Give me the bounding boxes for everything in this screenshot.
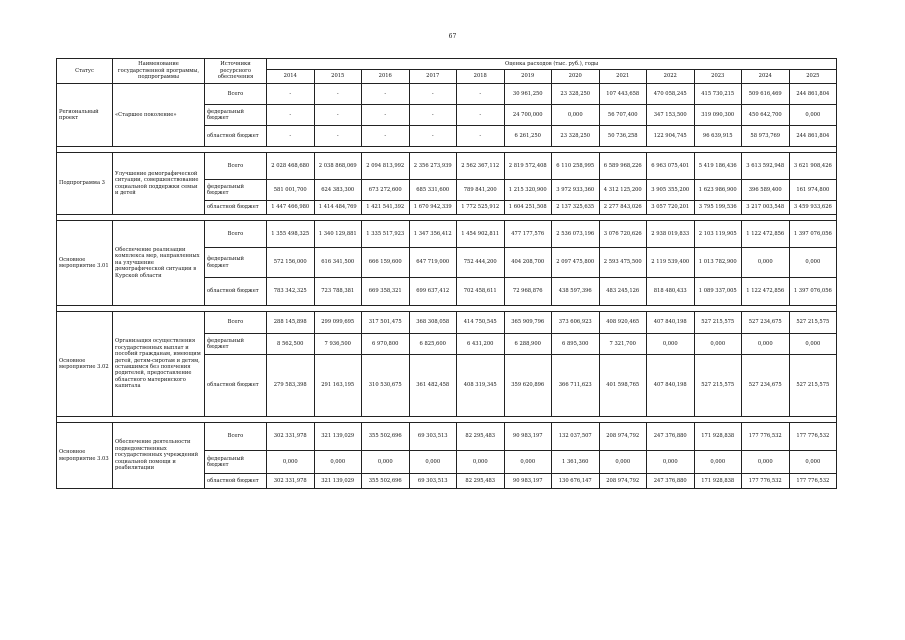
value-cell: 317 501,475 <box>362 312 410 334</box>
value-cell: 527 215,575 <box>789 312 837 334</box>
value-cell: 321 139,029 <box>314 423 362 451</box>
source-cell: федеральный бюджет <box>205 180 267 201</box>
value-cell: 30 961,250 <box>504 84 552 105</box>
value-cell: 69 303,513 <box>409 474 457 489</box>
value-cell: 0,000 <box>457 451 505 474</box>
header-estimate-title: Оценка расходов (тыс. руб.), годы <box>267 59 837 70</box>
value-cell: 1 215 320,900 <box>504 180 552 201</box>
value-cell: 0,000 <box>409 451 457 474</box>
value-cell: 72 968,876 <box>504 278 552 306</box>
value-cell: 527 215,575 <box>694 355 742 417</box>
value-cell: 82 295,483 <box>457 423 505 451</box>
value-cell: 7 936,500 <box>314 334 362 355</box>
source-cell: Всего <box>205 423 267 451</box>
value-cell: 616 341,500 <box>314 248 362 278</box>
value-cell: 3 621 908,426 <box>789 153 837 180</box>
value-cell: 1 089 337,005 <box>694 278 742 306</box>
value-cell: 56 707,400 <box>599 105 647 126</box>
program-name-cell: Улучшение демографической ситуации, совершенствование социальной поддержки семьи и детей <box>113 153 205 215</box>
value-cell: 0,000 <box>647 451 695 474</box>
source-cell: Всего <box>205 221 267 248</box>
value-cell: 23 328,250 <box>552 84 600 105</box>
value-cell: 647 719,000 <box>409 248 457 278</box>
value-cell: 244 861,804 <box>789 84 837 105</box>
value-cell: 6 589 968,226 <box>599 153 647 180</box>
value-cell: 6 963 075,401 <box>647 153 695 180</box>
value-cell: 438 597,396 <box>552 278 600 306</box>
value-cell: 673 272,600 <box>362 180 410 201</box>
header-year: 2016 <box>362 70 410 84</box>
value-cell: 685 331,600 <box>409 180 457 201</box>
value-cell: 1 355 498,325 <box>267 221 315 248</box>
value-cell: 702 458,611 <box>457 278 505 306</box>
value-cell: 483 245,126 <box>599 278 647 306</box>
value-cell: 1 397 076,056 <box>789 278 837 306</box>
source-cell: областной бюджет <box>205 355 267 417</box>
value-cell: 6 895,300 <box>552 334 600 355</box>
value-cell: 302 331,978 <box>267 474 315 489</box>
source-cell: областной бюджет <box>205 201 267 215</box>
table-row <box>57 221 837 248</box>
source-cell: федеральный бюджет <box>205 334 267 355</box>
value-cell: 1 604 251,508 <box>504 201 552 215</box>
value-cell: 477 177,576 <box>504 221 552 248</box>
value-cell: 291 163,195 <box>314 355 362 417</box>
source-cell: областной бюджет <box>205 126 267 147</box>
source-cell: федеральный бюджет <box>205 105 267 126</box>
value-cell: 321 139,029 <box>314 474 362 489</box>
value-cell: 107 443,658 <box>599 84 647 105</box>
value-cell: 1 447 466,980 <box>267 201 315 215</box>
value-cell: 2 938 019,833 <box>647 221 695 248</box>
value-cell: 6 288,900 <box>504 334 552 355</box>
value-cell: 373 606,923 <box>552 312 600 334</box>
value-cell: 365 909,796 <box>504 312 552 334</box>
value-cell: 527 215,575 <box>789 355 837 417</box>
header-year: 2021 <box>599 70 647 84</box>
header-year: 2023 <box>694 70 742 84</box>
value-cell: - <box>457 105 505 126</box>
value-cell: 1 335 517,923 <box>362 221 410 248</box>
value-cell: 0,000 <box>789 248 837 278</box>
value-cell: 2 097 475,800 <box>552 248 600 278</box>
value-cell: 1 670 942,339 <box>409 201 457 215</box>
source-cell: федеральный бюджет <box>205 451 267 474</box>
value-cell: 572 156,000 <box>267 248 315 278</box>
value-cell: 1 122 472,856 <box>742 221 790 248</box>
value-cell: 0,000 <box>789 334 837 355</box>
value-cell: 404 208,700 <box>504 248 552 278</box>
header-year: 2020 <box>552 70 600 84</box>
value-cell: 4 312 125,200 <box>599 180 647 201</box>
value-cell: 3 076 720,626 <box>599 221 647 248</box>
value-cell: - <box>457 126 505 147</box>
status-cell: Основное мероприятие 3.03 <box>57 423 113 489</box>
table-row <box>57 312 837 334</box>
value-cell: 2 103 119,905 <box>694 221 742 248</box>
value-cell: - <box>362 126 410 147</box>
value-cell: 2 536 073,196 <box>552 221 600 248</box>
value-cell: 2 562 367,112 <box>457 153 505 180</box>
value-cell: 6 825,600 <box>409 334 457 355</box>
value-cell: 177 776,532 <box>789 423 837 451</box>
value-cell: 90 983,197 <box>504 423 552 451</box>
value-cell: 1 347 356,412 <box>409 221 457 248</box>
value-cell: 699 637,412 <box>409 278 457 306</box>
value-cell: 6 110 258,995 <box>552 153 600 180</box>
value-cell: - <box>409 84 457 105</box>
source-cell: федеральный бюджет <box>205 248 267 278</box>
table-header <box>57 59 837 84</box>
value-cell: 130 676,147 <box>552 474 600 489</box>
table-row <box>57 423 837 451</box>
value-cell: 1 623 986,900 <box>694 180 742 201</box>
value-cell: 361 482,458 <box>409 355 457 417</box>
value-cell: 288 145,898 <box>267 312 315 334</box>
table-body <box>57 84 837 489</box>
value-cell: 1 397 076,056 <box>789 221 837 248</box>
budget-table <box>56 58 837 489</box>
value-cell: 3 905 355,200 <box>647 180 695 201</box>
value-cell: 347 153,500 <box>647 105 695 126</box>
source-cell: Всего <box>205 84 267 105</box>
value-cell: 208 974,792 <box>599 474 647 489</box>
value-cell: 0,000 <box>599 451 647 474</box>
value-cell: 581 001,700 <box>267 180 315 201</box>
value-cell: 1 361,360 <box>552 451 600 474</box>
value-cell: 302 331,978 <box>267 423 315 451</box>
status-cell: Основное мероприятие 3.01 <box>57 221 113 306</box>
value-cell: 1 122 472,856 <box>742 278 790 306</box>
value-cell: 408 319,345 <box>457 355 505 417</box>
header-year: 2014 <box>267 70 315 84</box>
value-cell: 6 970,800 <box>362 334 410 355</box>
value-cell: - <box>314 126 362 147</box>
value-cell: 50 736,258 <box>599 126 647 147</box>
header-year: 2024 <box>742 70 790 84</box>
value-cell: 359 620,896 <box>504 355 552 417</box>
header-year: 2018 <box>457 70 505 84</box>
value-cell: 666 159,600 <box>362 248 410 278</box>
value-cell: 6 261,250 <box>504 126 552 147</box>
value-cell: 247 376,880 <box>647 474 695 489</box>
value-cell: 2 356 273,939 <box>409 153 457 180</box>
value-cell: 122 904,745 <box>647 126 695 147</box>
program-name-cell: «Старшее поколение» <box>113 84 205 147</box>
source-cell: областной бюджет <box>205 474 267 489</box>
value-cell: 310 530,675 <box>362 355 410 417</box>
value-cell: 171 928,838 <box>694 474 742 489</box>
value-cell: 414 750,545 <box>457 312 505 334</box>
value-cell: 3 459 933,626 <box>789 201 837 215</box>
value-cell: 0,000 <box>694 334 742 355</box>
page-number: 67 <box>448 33 457 40</box>
value-cell: 279 583,398 <box>267 355 315 417</box>
value-cell: 0,000 <box>647 334 695 355</box>
header-year: 2022 <box>647 70 695 84</box>
value-cell: 1 421 541,392 <box>362 201 410 215</box>
status-cell: Региональный проект <box>57 84 113 147</box>
source-cell: областной бюджет <box>205 278 267 306</box>
value-cell: 1 772 525,912 <box>457 201 505 215</box>
value-cell: 752 444,200 <box>457 248 505 278</box>
value-cell: 58 973,769 <box>742 126 790 147</box>
value-cell: 527 215,575 <box>694 312 742 334</box>
value-cell: 23 328,250 <box>552 126 600 147</box>
value-cell: 366 711,623 <box>552 355 600 417</box>
value-cell: 624 383,300 <box>314 180 362 201</box>
value-cell: 2 137 325,635 <box>552 201 600 215</box>
value-cell: 96 639,915 <box>694 126 742 147</box>
header-year: 2019 <box>504 70 552 84</box>
value-cell: 0,000 <box>694 451 742 474</box>
value-cell: 2 277 843,026 <box>599 201 647 215</box>
value-cell: 3 795 199,536 <box>694 201 742 215</box>
table-row <box>57 84 837 105</box>
value-cell: 2 094 813,992 <box>362 153 410 180</box>
value-cell: 450 642,700 <box>742 105 790 126</box>
value-cell: 69 303,513 <box>409 423 457 451</box>
value-cell: 527 234,675 <box>742 355 790 417</box>
value-cell: 3 613 592,948 <box>742 153 790 180</box>
value-cell: 2 593 475,500 <box>599 248 647 278</box>
value-cell: 5 419 186,436 <box>694 153 742 180</box>
value-cell: 2 119 539,400 <box>647 248 695 278</box>
value-cell: - <box>409 126 457 147</box>
value-cell: - <box>314 84 362 105</box>
value-cell: - <box>314 105 362 126</box>
value-cell: 0,000 <box>314 451 362 474</box>
value-cell: 401 598,765 <box>599 355 647 417</box>
value-cell: 244 861,804 <box>789 126 837 147</box>
value-cell: 0,000 <box>362 451 410 474</box>
value-cell: 355 502,696 <box>362 474 410 489</box>
header-year: 2015 <box>314 70 362 84</box>
value-cell: 818 480,433 <box>647 278 695 306</box>
value-cell: 3 217 003,548 <box>742 201 790 215</box>
header-sources: Источники ресурсного обеспечения <box>205 59 267 84</box>
value-cell: 1 414 484,769 <box>314 201 362 215</box>
value-cell: 132 037,507 <box>552 423 600 451</box>
value-cell: 408 920,465 <box>599 312 647 334</box>
value-cell: 0,000 <box>742 248 790 278</box>
value-cell: 177 776,532 <box>789 474 837 489</box>
value-cell: 2 028 468,680 <box>267 153 315 180</box>
value-cell: 0,000 <box>742 334 790 355</box>
value-cell: 319 090,300 <box>694 105 742 126</box>
value-cell: 470 058,245 <box>647 84 695 105</box>
value-cell: 3 972 933,360 <box>552 180 600 201</box>
value-cell: 669 358,321 <box>362 278 410 306</box>
header-year: 2025 <box>789 70 837 84</box>
value-cell: 161 974,800 <box>789 180 837 201</box>
value-cell: 177 776,532 <box>742 423 790 451</box>
value-cell: 0,000 <box>789 105 837 126</box>
value-cell: 247 376,880 <box>647 423 695 451</box>
value-cell: 8 562,500 <box>267 334 315 355</box>
value-cell: 1 454 902,811 <box>457 221 505 248</box>
value-cell: - <box>267 126 315 147</box>
value-cell: - <box>267 105 315 126</box>
source-cell: Всего <box>205 312 267 334</box>
program-name-cell: Обеспечение деятельности подведомственных государственных учреждений социальной помощи и реабилитации <box>113 423 205 489</box>
value-cell: 407 840,198 <box>647 312 695 334</box>
value-cell: 90 983,197 <box>504 474 552 489</box>
header-status: Статус <box>57 59 113 84</box>
table-row <box>57 153 837 180</box>
value-cell: - <box>457 84 505 105</box>
value-cell: 24 700,000 <box>504 105 552 126</box>
value-cell: 783 342,325 <box>267 278 315 306</box>
value-cell: 415 730,215 <box>694 84 742 105</box>
value-cell: 355 502,696 <box>362 423 410 451</box>
value-cell: 0,000 <box>267 451 315 474</box>
value-cell: 7 321,700 <box>599 334 647 355</box>
value-cell: 299 099,695 <box>314 312 362 334</box>
header-year: 2017 <box>409 70 457 84</box>
value-cell: - <box>362 84 410 105</box>
program-name-cell: Обеспечение реализации комплекса мер, направленных на улучшение демографической ситуации в Курской области <box>113 221 205 306</box>
value-cell: 6 431,200 <box>457 334 505 355</box>
value-cell: 0,000 <box>504 451 552 474</box>
value-cell: 789 841,200 <box>457 180 505 201</box>
value-cell: 0,000 <box>789 451 837 474</box>
value-cell: 527 234,675 <box>742 312 790 334</box>
value-cell: 3 057 720,201 <box>647 201 695 215</box>
value-cell: 396 589,400 <box>742 180 790 201</box>
header-program-name: Наименование государственной программы, подпрограммы <box>113 59 205 84</box>
value-cell: - <box>267 84 315 105</box>
value-cell: 1 340 129,881 <box>314 221 362 248</box>
value-cell: 82 295,483 <box>457 474 505 489</box>
value-cell: - <box>409 105 457 126</box>
value-cell: 171 928,838 <box>694 423 742 451</box>
source-cell: Всего <box>205 153 267 180</box>
value-cell: 723 788,381 <box>314 278 362 306</box>
status-cell: Подпрограмма 3 <box>57 153 113 215</box>
value-cell: 2 038 868,069 <box>314 153 362 180</box>
value-cell: 509 616,469 <box>742 84 790 105</box>
value-cell: 0,000 <box>552 105 600 126</box>
value-cell: - <box>362 105 410 126</box>
value-cell: 2 819 572,408 <box>504 153 552 180</box>
status-cell: Основное мероприятие 3.02 <box>57 312 113 417</box>
program-name-cell: Организация осуществления государственных выплат и пособий гражданам, имеющим детей, детям-сиротам и детям, оставшимся без попечения родителей, предоставление областного материнского капитала <box>113 312 205 417</box>
value-cell: 407 840,198 <box>647 355 695 417</box>
value-cell: 208 974,792 <box>599 423 647 451</box>
value-cell: 368 308,058 <box>409 312 457 334</box>
value-cell: 1 013 782,900 <box>694 248 742 278</box>
value-cell: 0,000 <box>742 451 790 474</box>
value-cell: 177 776,532 <box>742 474 790 489</box>
